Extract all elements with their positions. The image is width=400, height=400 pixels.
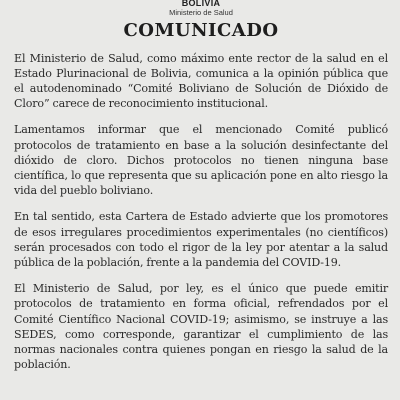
paragraph-3: En tal sentido, esta Cartera de Estado advierte que los promotores de esos irregulares procedimientos experimentales (no científicos) serán procesados con todo el rigor de la ley por atentar a la salud pública de la población, frente a la pandemia del COVID-19. bbox=[14, 210, 388, 269]
document-title: COMUNICADO bbox=[123, 19, 279, 41]
country-name: BOLIVIA bbox=[181, 0, 221, 8]
document-body bbox=[14, 51, 388, 373]
paragraph-1: El Ministerio de Salud, como máximo ente rector de la salud en el Estado Plurinacional de Bolivia, comunica a la opinión pública que el autodenominado “Comité Boliviano de Solución de Dióxido de Cloro” carece de reconocimiento institucional. bbox=[14, 51, 388, 111]
paragraph-2: Lamentamos informar que el mencionado Comité publicó protocolos de tratamiento en base a la solución desinfectante del dióxido de cloro. Dichos protocolos no tienen ninguna base científica, lo que representa que su aplicación pone en alto riesgo la vida del pueblo boliviano. bbox=[14, 123, 388, 198]
ministry-name: Ministerio de Salud bbox=[169, 8, 233, 17]
document-header bbox=[14, 0, 388, 40]
paragraph-4: El Ministerio de Salud, por ley, es el único que puede emitir protocolos de tratamiento en forma oficial, refrendados por el Comité Científico Nacional COVID-19; asimismo, se instruye a las SEDES, como corresponde, garantizar el cumplimiento de las normas nacionales contra quienes pongan en riesgo la salud de la población. bbox=[14, 282, 388, 372]
